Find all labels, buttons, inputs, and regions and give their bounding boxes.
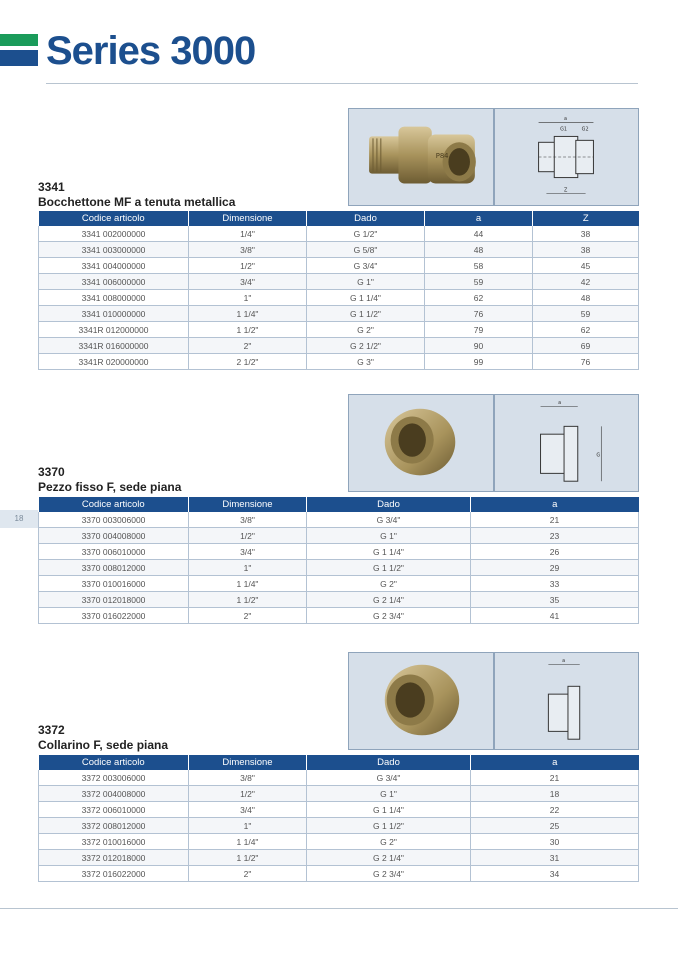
table-cell: 1 1/2" (189, 592, 307, 608)
table-cell: G 2 3/4" (307, 866, 471, 882)
table-cell: G 1 1/4" (307, 544, 471, 560)
column-header: Dimensione (189, 755, 307, 770)
section-code-3341: 3341 (38, 180, 65, 194)
label-a: a (558, 399, 562, 406)
bottom-divider (0, 908, 678, 909)
label-a: a (562, 657, 566, 664)
column-header: Codice articolo (39, 755, 189, 770)
fixed-piece-drawing-icon (495, 395, 638, 491)
table-cell: 3370 004008000 (39, 528, 189, 544)
table-cell: 1/2" (189, 258, 307, 274)
table-cell: 58 (425, 258, 533, 274)
table-row (39, 802, 639, 818)
section-name-3372: Collarino F, sede piana (38, 738, 169, 752)
label-g2: G2 (581, 126, 589, 133)
table-cell: 99 (425, 354, 533, 370)
table-row (39, 226, 639, 242)
table-row (39, 544, 639, 560)
spec-table-3370 (38, 497, 639, 624)
table-cell: 3/8" (189, 512, 307, 528)
table-cell: 3341 010000000 (39, 306, 189, 322)
table-cell: 30 (471, 834, 639, 850)
table-cell: 3370 012018000 (39, 592, 189, 608)
table-cell: 34 (471, 866, 639, 882)
table-cell: 2" (189, 866, 307, 882)
table-cell: 44 (425, 226, 533, 242)
table-cell: 1" (189, 818, 307, 834)
table-cell: 3341 002000000 (39, 226, 189, 242)
table-cell: 1 1/4" (189, 576, 307, 592)
table-cell: 42 (533, 274, 639, 290)
table-cell: 26 (471, 544, 639, 560)
product-photo-3372 (348, 652, 494, 750)
spec-table-3341 (38, 211, 639, 370)
table-cell: G 1" (307, 528, 471, 544)
table-row (39, 322, 639, 338)
table-cell: G 1/2" (307, 226, 425, 242)
column-header: Z (533, 211, 639, 226)
table-row (39, 306, 639, 322)
union-drawing-icon (495, 109, 638, 205)
table-row (39, 354, 639, 370)
table-cell: 3370 010016000 (39, 576, 189, 592)
table-cell: 22 (471, 802, 639, 818)
table-cell: 3341 006000000 (39, 274, 189, 290)
table-cell: 1" (189, 290, 307, 306)
label-g1: G1 (560, 126, 568, 133)
column-header: Codice articolo (39, 497, 189, 512)
table-cell: 76 (533, 354, 639, 370)
table-row (39, 850, 639, 866)
table-row (39, 274, 639, 290)
table-cell: 21 (471, 512, 639, 528)
drawing-3370 (494, 394, 639, 492)
table-cell: G 2" (307, 322, 425, 338)
table-cell: G 1 1/2" (307, 560, 471, 576)
logo-green-bar (0, 34, 38, 46)
column-header: Codice articolo (39, 211, 189, 226)
table-cell: 45 (533, 258, 639, 274)
column-header: Dimensione (189, 497, 307, 512)
column-header: a (425, 211, 533, 226)
union-fitting-icon (349, 109, 493, 205)
table-cell: 3341 008000000 (39, 290, 189, 306)
table-cell: 1/4" (189, 226, 307, 242)
table-cell: 29 (471, 560, 639, 576)
table-cell: 35 (471, 592, 639, 608)
table-cell: G 2 1/4" (307, 592, 471, 608)
table-cell: 48 (425, 242, 533, 258)
table-cell: G 2 1/2" (307, 338, 425, 354)
drawing-3341 (494, 108, 639, 206)
table-cell: G 2" (307, 576, 471, 592)
table-cell: G 1" (307, 786, 471, 802)
table-row (39, 512, 639, 528)
table-row (39, 770, 639, 786)
table-cell: G 1" (307, 274, 425, 290)
table-cell: 3/4" (189, 802, 307, 818)
table-row (39, 528, 639, 544)
table-cell: 1 1/4" (189, 306, 307, 322)
column-header: Dado (307, 211, 425, 226)
table-cell: 1/2" (189, 786, 307, 802)
table-cell: 18 (471, 786, 639, 802)
table-cell: G 5/8" (307, 242, 425, 258)
table-row (39, 338, 639, 354)
table-cell: 1 1/2" (189, 850, 307, 866)
table-cell: 1 1/2" (189, 322, 307, 338)
product-photo-3370 (348, 394, 494, 492)
table-cell: 3/4" (189, 544, 307, 560)
table-cell: 23 (471, 528, 639, 544)
table-cell: 69 (533, 338, 639, 354)
table-cell: 59 (425, 274, 533, 290)
fixed-piece-icon (349, 395, 493, 491)
table-cell: 3/8" (189, 770, 307, 786)
table-cell: 3341 004000000 (39, 258, 189, 274)
table-cell: 3341R 020000000 (39, 354, 189, 370)
svg-text:P84: P84 (435, 151, 449, 160)
table-cell: 3372 006010000 (39, 802, 189, 818)
table-cell: G 3/4" (307, 770, 471, 786)
table-cell: 1" (189, 560, 307, 576)
label-a: a (564, 115, 568, 122)
table-cell: 2" (189, 608, 307, 624)
table-cell: 3341 003000000 (39, 242, 189, 258)
table-row (39, 290, 639, 306)
section-name-3370: Pezzo fisso F, sede piana (38, 480, 182, 494)
table-cell: 31 (471, 850, 639, 866)
table-cell: 33 (471, 576, 639, 592)
table-cell: 1 1/4" (189, 834, 307, 850)
table-cell: 3372 012018000 (39, 850, 189, 866)
table-cell: 3341R 016000000 (39, 338, 189, 354)
table-cell: 38 (533, 226, 639, 242)
section-name-3341: Bocchettone MF a tenuta metallica (38, 195, 236, 209)
table-row (39, 576, 639, 592)
table-cell: 38 (533, 242, 639, 258)
table-cell: 2 1/2" (189, 354, 307, 370)
table-cell: G 1 1/2" (307, 818, 471, 834)
table-cell: 3372 003006000 (39, 770, 189, 786)
table-cell: G 2 1/4" (307, 850, 471, 866)
table-cell: G 3" (307, 354, 425, 370)
table-row (39, 834, 639, 850)
label-z: Z (564, 187, 568, 194)
table-cell: 21 (471, 770, 639, 786)
table-row (39, 242, 639, 258)
table-cell: 3370 008012000 (39, 560, 189, 576)
table-cell: G 3/4" (307, 512, 471, 528)
table-cell: 1/2" (189, 528, 307, 544)
section-code-3370: 3370 (38, 465, 65, 479)
table-row (39, 786, 639, 802)
collar-icon (349, 653, 493, 749)
table-cell: G 1 1/4" (307, 290, 425, 306)
table-cell: 2" (189, 338, 307, 354)
table-cell: 62 (425, 290, 533, 306)
table-cell: G 1 1/4" (307, 802, 471, 818)
table-cell: 25 (471, 818, 639, 834)
table-cell: 41 (471, 608, 639, 624)
table-row (39, 258, 639, 274)
table-cell: 3372 010016000 (39, 834, 189, 850)
table-cell: 3/8" (189, 242, 307, 258)
logo-blue-bar (0, 50, 38, 66)
column-header: a (471, 755, 639, 770)
table-row (39, 608, 639, 624)
table-cell: 3370 006010000 (39, 544, 189, 560)
drawing-3372 (494, 652, 639, 750)
spec-table-3372 (38, 755, 639, 882)
table-cell: G 3/4" (307, 258, 425, 274)
table-cell: 48 (533, 290, 639, 306)
table-cell: 3/4" (189, 274, 307, 290)
table-cell: G 2" (307, 834, 471, 850)
table-cell: 3341R 012000000 (39, 322, 189, 338)
table-row (39, 560, 639, 576)
table-cell: 79 (425, 322, 533, 338)
page-number: 18 (0, 510, 38, 528)
column-header: Dimensione (189, 211, 307, 226)
table-cell: 3372 008012000 (39, 818, 189, 834)
product-photo-3341 (348, 108, 494, 206)
collar-drawing-icon (495, 653, 638, 749)
title-divider (46, 83, 638, 84)
table-cell: 76 (425, 306, 533, 322)
section-code-3372: 3372 (38, 723, 65, 737)
table-cell: 3372 004008000 (39, 786, 189, 802)
table-cell: 59 (533, 306, 639, 322)
label-g: G (596, 452, 601, 459)
table-row (39, 592, 639, 608)
table-cell: 3370 003006000 (39, 512, 189, 528)
table-cell: 62 (533, 322, 639, 338)
table-cell: G 2 3/4" (307, 608, 471, 624)
column-header: Dado (307, 755, 471, 770)
column-header: a (471, 497, 639, 512)
column-header: Dado (307, 497, 471, 512)
table-cell: G 1 1/2" (307, 306, 425, 322)
table-row (39, 866, 639, 882)
table-row (39, 818, 639, 834)
page-title: Series 3000 (46, 29, 256, 73)
table-cell: 3372 016022000 (39, 866, 189, 882)
table-cell: 90 (425, 338, 533, 354)
table-cell: 3370 016022000 (39, 608, 189, 624)
